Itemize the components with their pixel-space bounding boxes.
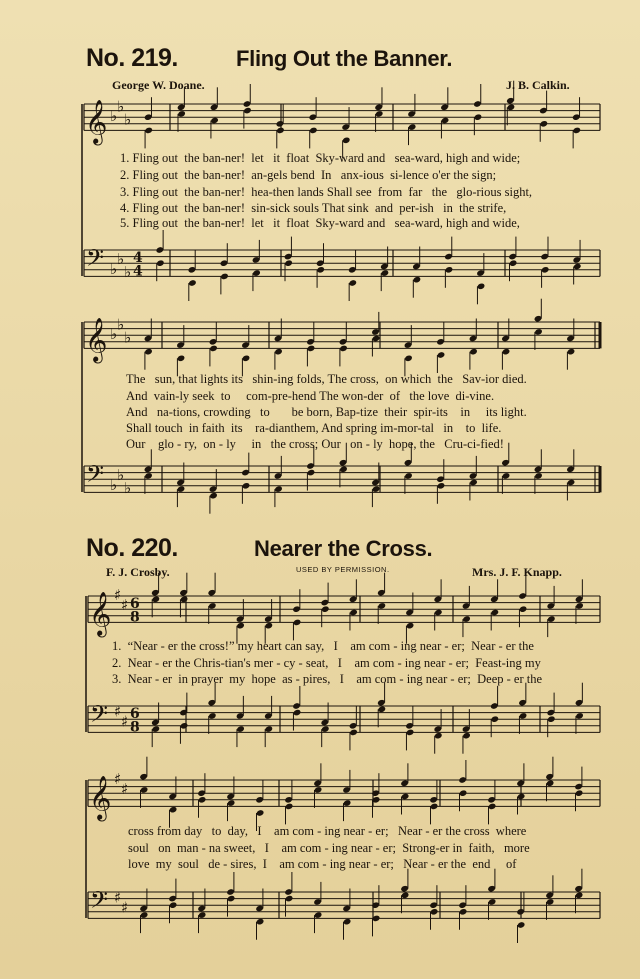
flat-sign: ♭: [110, 475, 118, 494]
hymn-composer: J. B. Calkin.: [506, 78, 570, 92]
note-head: [242, 355, 251, 363]
flat-sign: ♭: [117, 315, 125, 334]
note-head: [502, 472, 511, 480]
flat-sign: ♭: [117, 249, 125, 268]
note-head: [546, 898, 555, 906]
note-head: [575, 892, 584, 900]
note-head: [180, 596, 189, 604]
note-head: [348, 279, 357, 287]
note-head: [242, 482, 251, 490]
note-head: [375, 110, 384, 118]
treble-clef: 𝄞: [89, 775, 112, 820]
note-head: [293, 709, 302, 717]
verse-line: love my soul de - sires, I am com - ing near - er; Near - er the end of: [128, 857, 517, 871]
note-head: [307, 469, 316, 477]
sharp-sign: ♯: [114, 888, 122, 907]
note-head: [314, 911, 323, 919]
note-head: [316, 266, 325, 274]
verse-line: soul on man - na sweet, I am com - ing near - er; Strong-er in faith, more: [128, 841, 530, 855]
note-head: [349, 729, 358, 737]
note-head: [377, 706, 386, 714]
sharp-sign: ♯: [121, 712, 129, 731]
note-head: [434, 732, 443, 740]
hymn-title: Nearer the Cross.: [254, 536, 433, 561]
verse-line: cross from day to day, I am com - ing near - er; Near - er the cross where: [128, 824, 527, 838]
note-head: [401, 793, 410, 801]
note-head: [236, 725, 245, 733]
note-head: [519, 605, 528, 613]
verse-line: 4. Fling out the ban-ner! sin-sick souls That sink and per-ish in the strife,: [120, 201, 507, 215]
bass-clef: 𝄢: [90, 885, 109, 919]
note-head: [256, 809, 265, 817]
note-head: [177, 110, 186, 118]
note-head: [575, 712, 584, 720]
note-head: [381, 269, 390, 277]
bass-clef: 𝄢: [90, 699, 109, 733]
note-head: [377, 602, 386, 610]
note-head: [210, 117, 219, 125]
note-head: [343, 918, 352, 926]
note-head: [339, 345, 348, 353]
note-head: [372, 485, 381, 493]
note-head: [546, 780, 555, 788]
verse-line: And na-tions, crowding to be born, Bap-tize their spir-its in its light.: [126, 405, 527, 419]
note-head: [445, 266, 454, 274]
flat-sign: ♭: [124, 110, 132, 129]
verse-line: 5. Fling out the ban-ner! let it float Sky-ward and sea-ward, high and wide,: [120, 216, 520, 230]
note-head: [406, 729, 415, 737]
treble-clef: 𝄞: [85, 99, 108, 144]
note-head: [490, 609, 499, 617]
note-head: [256, 918, 265, 926]
verse-line: 2. Near - er the Chris-tian's mer - cy - seat, I am com - ing near - er; Feast-ing my: [112, 656, 541, 670]
sharp-sign: ♯: [121, 898, 129, 917]
time-signature: 8: [130, 719, 140, 736]
note-head: [140, 911, 149, 919]
note-head: [469, 348, 478, 356]
note-head: [177, 485, 186, 493]
flat-sign: ♭: [117, 465, 125, 484]
note-head: [572, 127, 581, 135]
note-head: [321, 605, 330, 613]
note-head: [227, 895, 236, 903]
note-head: [462, 615, 471, 623]
verse-line: And vain-ly seek to com-pre-hend The won-der of the love di-vine.: [126, 389, 495, 403]
hymn-number: No. 219.: [86, 44, 178, 72]
note-head: [140, 786, 149, 794]
note-head: [437, 351, 446, 359]
time-signature: 8: [130, 609, 140, 626]
note-head: [534, 472, 543, 480]
note-head: [349, 609, 358, 617]
note-head: [519, 712, 528, 720]
note-head: [144, 472, 153, 480]
note-head: [343, 799, 352, 807]
sharp-sign: ♯: [121, 595, 129, 614]
flat-sign: ♭: [110, 325, 118, 344]
bass-clef: 𝄢: [86, 459, 105, 493]
note-head: [169, 901, 178, 909]
permission-note: USED BY PERMISSION.: [296, 565, 390, 574]
verse-line: 3. Fling out the ban-ner! hea-then lands Shall see from far the glo-rious sight,: [120, 185, 533, 199]
hymn-number: No. 220.: [86, 534, 178, 562]
note-head: [180, 722, 189, 730]
time-signature: 6: [130, 706, 140, 723]
note-head: [274, 485, 283, 493]
flat-sign: ♭: [110, 259, 118, 278]
note-head: [208, 712, 217, 720]
note-head: [243, 107, 252, 115]
treble-clef: 𝄞: [85, 317, 108, 362]
note-head: [459, 789, 468, 797]
note-head: [220, 273, 229, 281]
note-head: [321, 725, 330, 733]
note-head: [227, 799, 236, 807]
note-head: [342, 137, 351, 145]
note-head: [434, 609, 443, 617]
hymn-author: George W. Doane.: [112, 78, 205, 92]
note-head: [156, 259, 165, 267]
verse-line: 1. Fling out the ban-ner! let it float Sky-ward and sea-ward, high and wide;: [120, 151, 521, 165]
note-head: [477, 283, 486, 291]
note-head: [264, 725, 273, 733]
flat-sign: ♭: [124, 479, 132, 498]
verse-line: The sun, that lights its shin-ing folds, The cross, on which the Sav-ior died.: [126, 372, 527, 386]
note-head: [264, 622, 273, 630]
note-head: [276, 127, 285, 135]
flat-sign: ♭: [117, 97, 125, 116]
note-head: [208, 602, 217, 610]
note-head: [151, 596, 160, 604]
note-head: [372, 335, 381, 343]
note-head: [151, 725, 160, 733]
note-head: [567, 348, 576, 356]
note-head: [488, 898, 497, 906]
note-head: [404, 355, 413, 363]
note-head: [488, 803, 497, 811]
note-head: [441, 117, 450, 125]
note-head: [198, 911, 207, 919]
note-head: [517, 793, 526, 801]
flat-sign: ♭: [110, 107, 118, 126]
time-signature: 4: [133, 263, 143, 280]
note-head: [252, 269, 261, 277]
note-head: [430, 908, 439, 916]
note-head: [517, 921, 526, 929]
flat-sign: ♭: [124, 328, 132, 347]
note-head: [547, 715, 556, 723]
hymn-composer: Mrs. J. F. Knapp.: [472, 565, 562, 579]
note-head: [285, 803, 294, 811]
note-head: [490, 715, 499, 723]
verse-line: 3. Near - er in prayer my hope as - pires, I am com - ing near - er; Deep - er the: [112, 672, 543, 686]
note-head: [285, 895, 294, 903]
note-head: [293, 619, 302, 627]
flat-sign: ♭: [124, 263, 132, 282]
note-head: [469, 479, 478, 487]
note-head: [236, 622, 245, 630]
note-head: [209, 345, 218, 353]
verse-line: 2. Fling out the ban-ner! an-gels bend In anx-ious si-lence o'er the sign;: [120, 168, 497, 182]
note-head: [459, 908, 468, 916]
note-head: [404, 472, 413, 480]
note-head: [575, 789, 584, 797]
note-head: [144, 348, 153, 356]
note-head: [309, 127, 318, 135]
sharp-sign: ♯: [114, 770, 122, 788]
hymn-title: Fling Out the Banner.: [236, 46, 453, 71]
hymn-author: F. J. Crosby.: [106, 565, 170, 579]
note-head: [209, 492, 218, 500]
note-head: [406, 622, 415, 630]
note-head: [339, 466, 348, 474]
note-head: [314, 786, 323, 794]
bass-clef: 𝄢: [86, 243, 105, 277]
treble-clef: 𝄞: [89, 591, 112, 636]
note-head: [502, 348, 511, 356]
sharp-sign: ♯: [114, 586, 122, 604]
sharp-sign: ♯: [114, 702, 122, 721]
note-head: [401, 892, 410, 900]
note-head: [575, 602, 584, 610]
time-signature: 4: [133, 250, 143, 267]
note-head: [534, 328, 543, 336]
note-head: [541, 266, 550, 274]
note-head: [144, 127, 153, 135]
note-head: [507, 104, 516, 112]
verse-line: Our glo - ry, on - ly in the cross; Our on - ly hope, the Cru-ci-fied!: [126, 437, 504, 451]
note-head: [567, 479, 576, 487]
verse-line: 1. “Near - er the cross!” my heart can say, I am com - ing near - er; Near - er the: [112, 639, 534, 653]
verse-line: Shall touch in faith its ra-dianthem, And spring im-mor-tal in to life.: [126, 421, 502, 435]
note-head: [547, 615, 556, 623]
note-head: [169, 806, 178, 814]
note-head: [198, 796, 207, 804]
note-head: [284, 259, 293, 267]
note-head: [437, 482, 446, 490]
note-head: [408, 123, 417, 131]
note-head: [509, 259, 518, 267]
note-head: [430, 803, 439, 811]
note-head: [540, 120, 549, 128]
sharp-sign: ♯: [121, 779, 129, 798]
note-head: [474, 113, 483, 121]
note-head: [177, 355, 186, 363]
note-head: [413, 276, 422, 284]
note-head: [462, 732, 471, 740]
note-head: [307, 345, 316, 353]
note-head: [573, 263, 582, 271]
note-head: [274, 348, 283, 356]
note-head: [188, 279, 197, 287]
time-signature: 6: [130, 596, 140, 613]
